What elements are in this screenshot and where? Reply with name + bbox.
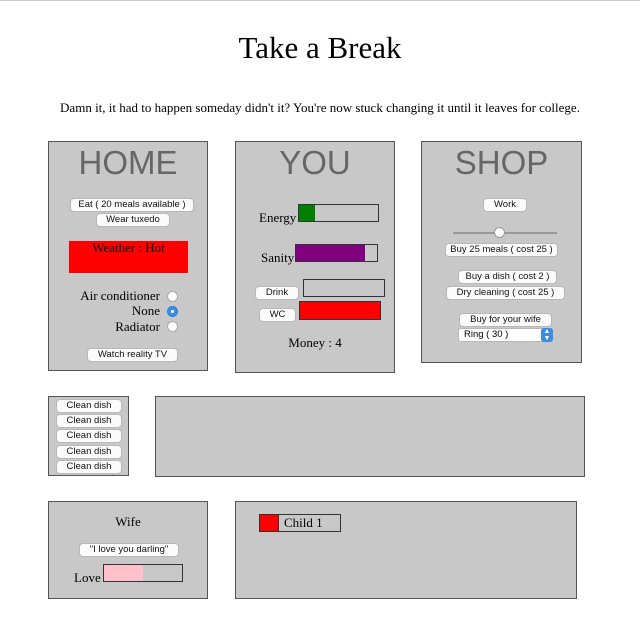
children-panel: [235, 501, 577, 599]
eat-button[interactable]: Eat ( 20 meals available ): [70, 198, 194, 212]
watch-tv-button[interactable]: Watch reality TV: [87, 348, 178, 362]
money-display: Money : 4: [288, 335, 342, 350]
buy-meals-button[interactable]: Buy 25 meals ( cost 25 ): [445, 243, 558, 257]
work-slider-thumb[interactable]: [494, 227, 505, 238]
select-arrows-icon: ▲ ▼: [541, 328, 553, 342]
top-divider: [0, 0, 640, 1]
love-label: Love: [74, 570, 101, 585]
buy-dish-button[interactable]: Buy a dish ( cost 2 ): [458, 270, 557, 284]
love-bar-fill: [104, 565, 143, 581]
wear-tuxedo-button[interactable]: Wear tuxedo: [96, 213, 170, 227]
you-panel: [235, 141, 395, 373]
empty-panel: [155, 396, 585, 477]
drink-bar: [303, 279, 385, 297]
love-bar: [103, 564, 183, 582]
page-subtitle: Damn it, it had to happen someday didn't it? You're now stuck changing it until it leaves for college.: [60, 100, 580, 115]
dishes-panel: [48, 396, 129, 476]
work-button[interactable]: Work: [483, 198, 527, 212]
shop-panel: [421, 141, 582, 363]
home-title: HOME: [78, 144, 178, 181]
clean-dish-button[interactable]: Clean dish: [56, 399, 122, 413]
dry-cleaning-button[interactable]: Dry cleaning ( cost 25 ): [446, 286, 565, 300]
energy-bar: [298, 204, 379, 222]
sanity-label: Sanity: [261, 250, 295, 265]
clean-dish-button[interactable]: Clean dish: [56, 429, 122, 443]
clean-dish-button[interactable]: Clean dish: [56, 445, 122, 459]
energy-label: Energy: [259, 210, 297, 225]
option-none-label: None: [131, 303, 160, 318]
wife-panel: [48, 501, 208, 599]
wc-button[interactable]: WC: [259, 308, 296, 322]
weather-indicator: Weather : Hot: [69, 241, 188, 273]
gift-select-value: Ring ( 30 ): [464, 329, 509, 340]
sanity-bar-fill: [296, 245, 365, 261]
drink-button[interactable]: Drink: [255, 286, 299, 300]
clean-dish-button[interactable]: Clean dish: [56, 460, 122, 474]
page-title: Take a Break: [238, 30, 402, 65]
shop-title: SHOP: [454, 144, 549, 181]
none-radio[interactable]: [167, 306, 178, 317]
wc-bar-fill: [300, 302, 380, 319]
child-name: Child 1: [284, 515, 323, 530]
radiator-radio[interactable]: [167, 321, 178, 332]
child-item[interactable]: [259, 514, 341, 532]
you-title: YOU: [279, 144, 351, 181]
wife-title: Wife: [115, 514, 141, 529]
wc-bar: [299, 301, 381, 320]
option-radiator-label: Radiator: [115, 319, 160, 334]
gift-select[interactable]: [458, 328, 553, 342]
home-panel: [48, 141, 208, 371]
sanity-bar: [295, 244, 378, 262]
air-conditioner-radio[interactable]: [167, 291, 178, 302]
love-you-button[interactable]: "I love you darling": [79, 543, 179, 557]
energy-bar-fill: [299, 205, 315, 221]
child-color-swatch: [260, 515, 279, 531]
clean-dish-button[interactable]: Clean dish: [56, 414, 122, 428]
option-air-conditioner-label: Air conditioner: [80, 288, 160, 303]
buy-for-wife-button[interactable]: Buy for your wife: [459, 313, 552, 327]
